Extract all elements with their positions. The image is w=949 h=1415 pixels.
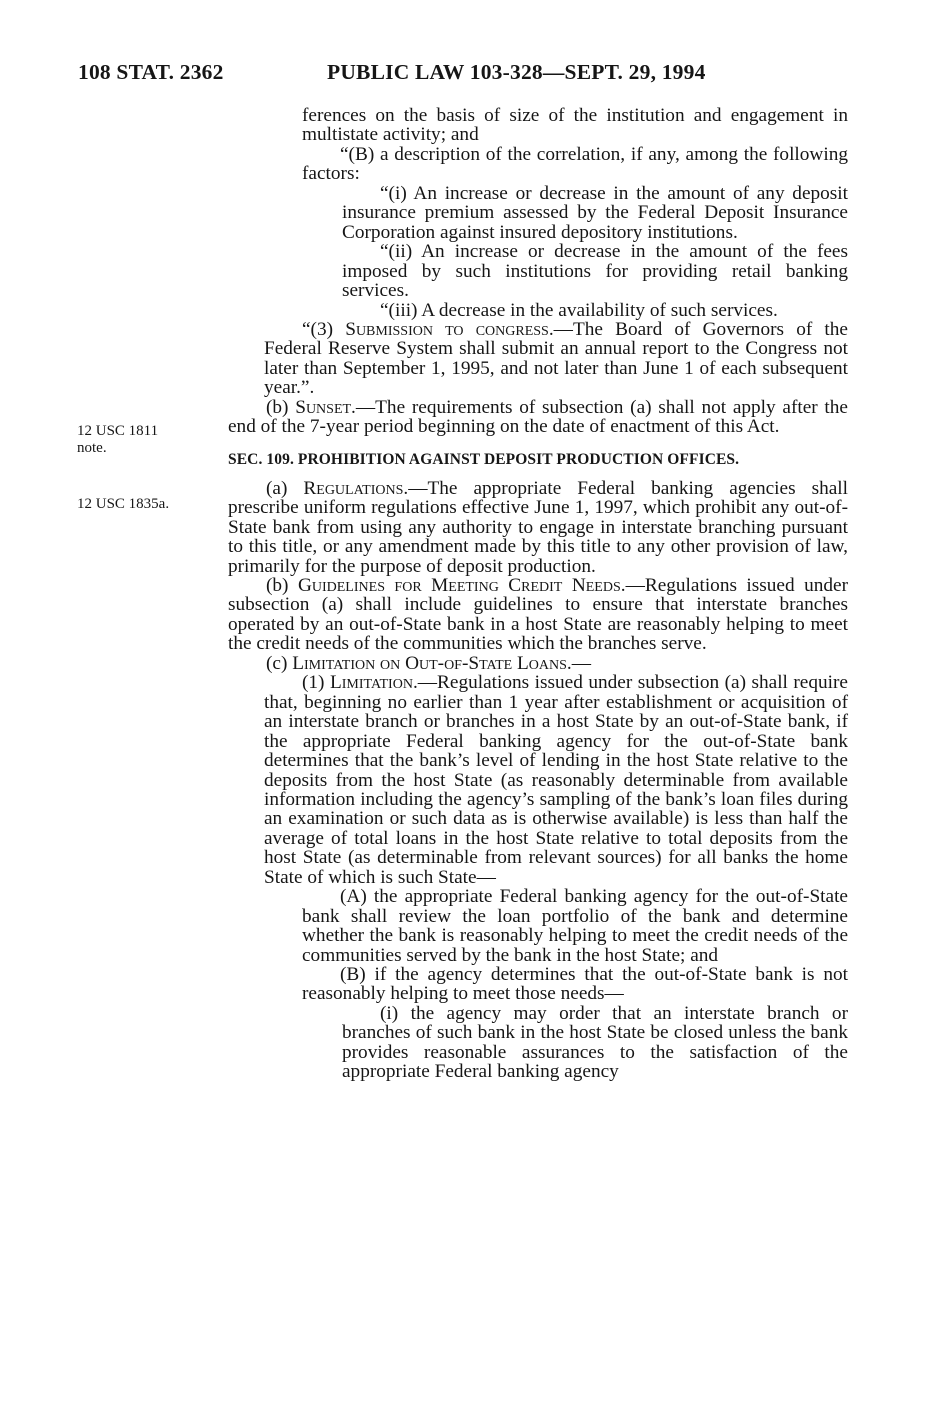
paragraph [228,398,848,437]
paragraph: “(i) An increase or decrease in the amount of any deposit insurance premium assessed by the Federal Deposit Insurance Corporation against insured depository institutions. [342,182,848,243]
paragraph-text: —Regulations issued under subsection (a) shall require that, beginning no earlier than 1 year after establishment or acquisition of an interstate branch or branches in a host State by an out-of-State bank, if the appropriate Federal banking agency for the out-of-State bank determines that the bank’s level of lending in the host State relative to the deposits from the host State (as reasonably determinable from available information including the agency’s sampling of the bank’s loan files during an examination or such data as is otherwise available) is less than half the average of total loans in the host State relative to total deposits from the host State (as determinable from relevant sources) for all banks the home State of which is such State— [264,672,848,888]
paragraph-caption: Limitation on Out-of-State Loans. [292,652,572,674]
paragraph-caption: Regulations. [303,477,409,499]
paragraph [228,673,848,887]
section-heading: SEC. 109. PROHIBITION AGAINST DEPOSIT PRODUCTION OFFICES. [228,450,740,468]
paragraph-text: —The Board of Governors of the Federal Reserve System shall submit an annual report to the Congress not later than September 1, 1995, and not later than June 1 of each subsequent year.”. [264,318,848,399]
paragraph [228,654,848,673]
paragraph: (B) if the agency determines that the out-of-State bank is not reasonably helping to meet those needs— [302,964,848,1005]
page-number: 108 STAT. 2362 [78,60,224,84]
paragraph: (i) the agency may order that an interstate branch or branches of such bank in the host State be closed unless the bank provides reasonable assurances to the satisfaction of the appropriate Federal banking agency [342,1002,848,1083]
paragraph-label: (1) [302,672,330,694]
paragraph-text: —Regulations issued under subsection (a) shall include guidelines to ensure that interstate branches operated by an out-of-State bank in a host State are reasonably helping to meet the credit needs of the communities which the branches serve. [228,574,848,655]
paragraph: (A) the appropriate Federal banking agency for the out-of-State bank shall review the loan portfolio of the bank and determine whether the bank is reasonably helping to meet the credit needs of the communities served by the bank in the host State; and [302,886,848,966]
paragraph [228,479,848,576]
paragraph-text: —The requirements of subsection (a) shall not apply after the end of the 7-year period beginning on the date of enactment of this Act. [228,396,848,438]
paragraph [228,576,848,654]
paragraph-text: —The appropriate Federal banking agencies shall prescribe uniform regulations effective June 1, 1997, which prohibit any out-of-State bank from using any authority to engage in interstate branching pursuant to this title, or any amendment made by this title to any other provision of law, primarily for the purpose of deposit production. [228,477,848,577]
document-body [228,106,848,1082]
paragraph-text: — [571,652,592,674]
paragraph-label: (b) [266,574,298,596]
margin-note-line: 12 USC 1811 [77,423,159,439]
paragraph: ferences on the basis of size of the institution and engagement in multistate activity; and [302,105,848,146]
paragraph-label: “(3) [302,318,346,340]
paragraph: “(B) a description of the correlation, if any, among the following factors: [302,143,848,185]
margin-note-usc-1835a: 12 USC 1835a. [77,496,170,512]
paragraph [228,320,848,398]
paragraph-caption: Limitation. [329,672,418,694]
paragraph: “(iii) A decrease in the availability of such services. [380,299,778,321]
paragraph-caption: Guidelines for Meeting Credit Needs. [297,574,626,596]
paragraph-label: (a) [266,477,304,499]
running-head: PUBLIC LAW 103-328—SEPT. 29, 1994 [327,60,706,84]
paragraph-caption: Sunset. [295,396,356,418]
page-header [78,60,858,90]
paragraph: “(ii) An increase or decrease in the amount of the fees imposed by such institutions for providing retail banking services. [342,241,848,302]
paragraph-caption: Submission to congress. [345,318,554,340]
margin-note-line: note. [77,440,107,456]
paragraph-label: (c) [266,652,293,674]
margin-note-usc-1811 [77,423,158,457]
paragraph-label: (b) [266,396,296,418]
